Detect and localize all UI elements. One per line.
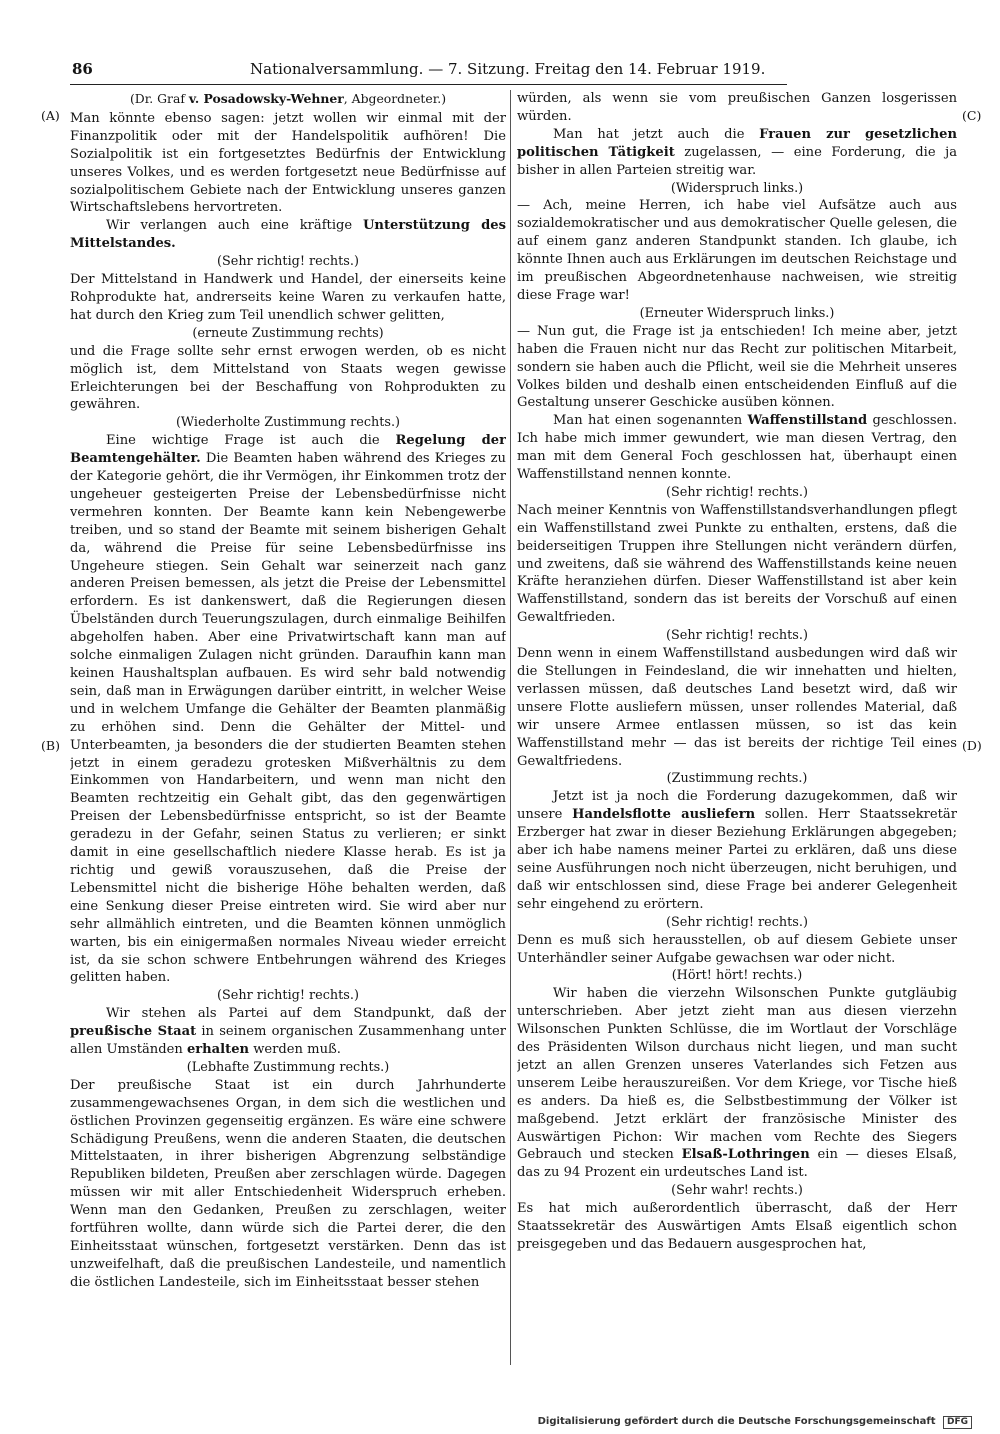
interjection: (Sehr richtig! rechts.) [666,914,808,930]
paragraph: Man hat jetzt auch die Frauen zur gesetzlichen politischen Tätigkeit zugelassen, — eine Forderung, die ja bisher in allen Parteien streitig war. [517,126,957,178]
paragraph: Es hat mich außerordentlich überrascht, daß der Herr Staatssekretär des Auswärtigen Amts Elsaß eigentlich schon preisgegeben und das Bedauern ausgesprochen hat, [517,1201,957,1252]
interjection: (Erneuter Widerspruch links.) [639,305,835,321]
paragraph: — Nun gut, die Frage ist ja entschieden! Ich meine aber, jetzt haben die Frauen nicht nur das Recht zur politischen Mitarbeit, sondern sie haben auch die Pflicht, weil sie die Mehrheit unseres Volkes bilden und deshalb einen entscheidenden Einfluß auf die Gestaltung unserer Geschicke ausüben können. [517,323,957,411]
paragraph: Man hat einen sogenannten Waffenstillstand geschlossen. Ich habe mich immer gewundert, wie man diesen Vertrag, den man mit dem General Foch geschlossen hat, überhaupt einen Waffenstillstand nennen konnte. [517,413,957,483]
paragraph: Wir stehen als Partei auf dem Standpunkt, daß der preußische Staat in seinem organischen Zusammenhang unter allen Umständen erhalten werden muß. [70,1006,506,1058]
interjection: (Widerspruch links.) [670,180,804,196]
footer-text: Digitalisierung gefördert durch die Deutsche Forschungsgemeinschaft [537,1416,936,1427]
interjection: (Sehr richtig! rechts.) [217,988,359,1004]
paragraph: Wir haben die vierzehn Wilsonschen Punkte gutgläubig unterschrieben. Aber jetzt zieht man aus diesen vierzehn Wilsonschen Punkten Schlüsse, die im Wortlaut der Vorschläge des Präsidenten Wilson durchaus nicht liegen, und man sucht jetzt an allen Grenzen unseres Vaterlandes sich Fetzen aus unserem Leibe herauszureißen. Vor dem Kriege, vor Tische hieß es anders. Da hieß es, die Selbstbestimmung der Völker ist maßgebend. Jetzt erklärt der französische Minister des Auswärtigen Pichon: Wir machen vom Rechte des Siegers Gebrauch und stecken Elsaß-Lothringen ein — dieses Elsaß, das zu 94 Prozent ein urdeutsches Land ist. [517,986,957,1181]
paragraph: Jetzt ist ja noch die Forderung dazugekommen, daß wir unsere Handelsflotte ausliefern sollen. Herr Staatssekretär Erzberger hat zwar in dieser Beziehung Erklärungen abgegeben; aber ich habe namens meiner Partei zu erklären, daß uns diese seine Ausführungen noch nicht überzeugen, nicht beruhigen, und daß wir entschlossen sind, diese Frage bei anderer Gelegenheit sehr eingehend zu erörtern. [517,789,957,912]
interjection: (Sehr richtig! rechts.) [666,484,808,500]
margin-marker-b: (B) [41,738,60,753]
margin-marker-a: (A) [41,108,60,123]
paragraph: Wir verlangen auch eine kräftige Unterstützung des Mittelstandes. [70,218,506,252]
interjection: (Sehr richtig! rechts.) [666,628,808,644]
right-column [517,90,957,1365]
paragraph: Der Mittelstand in Handwerk und Handel, der einerseits keine Rohprodukte hat, andrerseits keine Waren zu verkaufen hatte, hat durch den Krieg zum Teil unendlich schwer gelitten, [70,272,506,323]
interjection: (Wiederholte Zustimmung rechts.) [175,415,401,431]
interjection: (erneute Zustimmung rechts) [192,325,384,341]
speaker-attribution: (Dr. Graf v. Posadowsky-Wehner, Abgeordneter.) [129,91,447,106]
interjection: (Sehr wahr! rechts.) [671,1183,803,1199]
paragraph: Man könnte ebenso sagen: jetzt wollen wir einmal mit der Finanzpolitik oder mit der Handelspolitik aufhören! Die Sozialpolitik ist ein fortgesetztes Bedürfnis der Entwicklung unseres Volkes, und es werden fortgesetzt neue Bedürfnisse auf sozialpolitischem Gebiete nach der Entwicklung unseres ganzen Wirtschaftslebens hervortreten. [70,110,506,216]
paragraph: Denn es muß sich herausstellen, ob auf diesem Gebiete unser Unterhändler seiner Aufgabe gewachsen war oder nicht. [517,932,957,966]
interjection: (Hört! hört! rechts.) [671,968,803,984]
paragraph: Nach meiner Kenntnis von Waffenstillstandsverhandlungen pflegt ein Waffenstillstand zwei Punkte zu enthalten, erstens, daß die beiderseitigen Truppen ihre Stellungen nicht verändern dürfen, und zweitens, daß sie während des Waffenstillstands keine neuen Kräfte heranziehen dürfen. Dieser Waffenstillstand ist aber kein Waffenstillstand, sondern das ist bereits der Vorschuß auf einen Gewaltfrieden. [517,502,957,626]
running-title: Nationalversammlung. — 7. Sitzung. Freitag den 14. Februar 1919. [250,60,766,78]
paragraph: — Ach, meine Herren, ich habe viel Aufsätze auch aus sozialdemokratischer und aus demokratischer Quelle gelesen, die auf einem ganz anderen Standpunkt standen. Ich glaube, ich könnte Ihnen auch aus Erklärungen im deutschen Reichstage und im preußischen Abgeordnetenhause nachweisen, wie streitig diese Frage war! [517,198,957,303]
left-column [70,90,506,1365]
paragraph: Denn wenn in einem Waffenstillstand ausbedungen wird daß wir die Stellungen in Feindesland, die wir innehatten und hielten, verlassen müssen, daß deutsches Land besetzt wird, daß wir unsere Flotte ausliefern müssen, unser rollendes Material, daß wir unsere Armee entlassen müssen, so ist das kein Waffenstillstand mehr — das ist bereits der richtige Teil eines Gewaltfriedens. [517,646,957,769]
dfg-logo-icon: DFG [943,1416,972,1429]
paragraph: Der preußische Staat ist ein durch Jahrhunderte zusammengewachsenes Organ, in dem sich die westlichen und östlichen Provinzen gegenseitig ergänzen. Es wäre eine schwere Schädigung Preußens, wenn die anderen Staaten, die deutschen Mittelstaaten, in ihrer bisherigen Abgrenzung selbständige Republiken bildeten, Preußen aber zerschlagen würde. Dagegen müssen wir mit aller Entschiedenheit Widerspruch erheben. Wenn man den Gedanken, Preußen zu zerschlagen, weiter fortführen wollte, dann würde sich die Partei derer, die den Einheitsstaat wünschen, fortgesetzt verstärken. Denn das ist unzweifelhaft, daß die preußischen Landesteile, und namentlich die östlichen Landesteile, sich im Einheitsstaat besser stehen [70,1077,506,1290]
speaker-name: v. Posadowsky-Wehner [188,91,344,106]
interjection: (Lebhafte Zustimmung rechts.) [186,1059,390,1075]
margin-marker-c: (C) [962,108,982,123]
paragraph: Eine wichtige Frage ist auch die Regelung der Beamtengehälter. Die Beamten haben während des Krieges zu der Kategorie gehört, die ihr Vermögen, ihr Einkommen trotz der ungeheuer gesteigerten Preise der Lebensbedürfnisse nicht vermehren konnten. Der Beamte kann kein Nebengewerbe treiben, und so stand der Beamte mit seinem bisherigen Gehalt da, während die Preise für seine Lebensbedürfnisse ins Ungeheure stiegen. Sein Gehalt war seinerzeit nach ganz anderen Preisen bemessen, als jetzt die Preise der Lebensmittel erfordern. Es ist dankenswert, daß die Regierungen diesen Übelständen durch Teuerungszulagen, durch einmalige Beihilfen abgeholfen haben. Aber eine Privatwirtschaft kann man auf solche einmaligen Zulagen nicht gründen. Daraufhin kann man keinen Haushaltsplan aufbauen. Es wird sehr bald notwendig sein, daß man in Erwägungen darüber eintritt, in welcher Weise und in welchem Umfange die Gehälter der Beamten planmäßig zu erhöhen sind. Denn die Gehälter der Mittel- und Unterbeamten, ja besonders die der studierten Beamten stehen jetzt in einem geradezu grotesken Mißverhältnis zu dem Einkommen von Handarbeitern, und wenn man nicht den Beamten rechtzeitig ein Gehalt gibt, das den gegenwärtigen Preisen der Lebensbedürfnisse entspricht, so ist der Beamte geradezu in der Gefahr, seinen Status zu verlieren; er sinkt damit in eine gesellschaftlich niedere Klasse herab. Es ist ja richtig und gewiß vorauszusehen, daß die Preise der Lebensmittel nicht die bisherige Höhe behalten werden, daß eine Senkung dieser Preise eintreten wird. Sie wird aber nur sehr allmählich eintreten, und die Beamten können unmöglich warten, bis ein einigermaßen normales Niveau wieder erreicht ist, da sie schon schwere Entbehrungen während des Krieges gelitten haben. [70,433,506,986]
column-divider [510,90,511,1365]
paragraph: und die Frage sollte sehr ernst erwogen werden, ob es nicht möglich ist, dem Mittelstand von Staats wegen gewisse Erleichterungen bei der Beschaffung von Rohprodukten zu gewähren. [70,343,506,413]
interjection: (Zustimmung rechts.) [666,771,808,787]
margin-marker-d: (D) [962,738,982,753]
page-number: 86 [72,60,93,78]
footer-credit [538,1416,972,1429]
page-header [70,58,787,85]
interjection: (Sehr richtig! rechts.) [217,254,359,270]
paragraph: würden, als wenn sie vom preußischen Ganzen losgerissen würden. [517,91,957,124]
